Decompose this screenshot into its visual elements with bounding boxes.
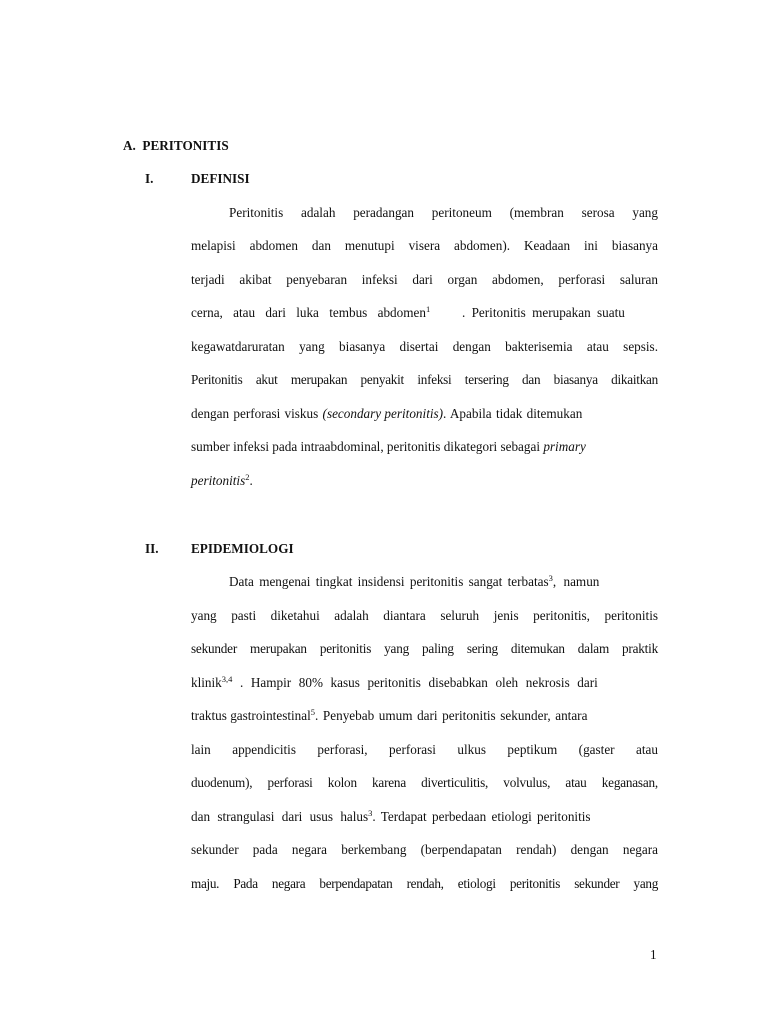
definisi-line-5: kegawatdaruratan yang biasanya disertai dengan bakterisemia atau sepsis. bbox=[191, 339, 658, 354]
citation-1: 1 bbox=[425, 304, 431, 314]
citation-3b: 3 bbox=[368, 808, 373, 818]
definisi-line-2: melapisi abdomen dan menutupi visera abdomen). Keadaan ini biasanya bbox=[191, 238, 658, 253]
definisi-line-1: Peritonitis adalah peradangan peritoneum (membran serosa yang bbox=[229, 205, 658, 220]
epidemiologi-line-7: duodenum), perforasi kolon karena diverticulitis, volvulus, atau keganasan, bbox=[191, 775, 658, 790]
primary-term: primary bbox=[543, 439, 586, 454]
epidemiologi-line-1: Data mengenai tingkat insidensi peritonitis sangat terbatas$^3$, namun bbox=[229, 573, 600, 589]
subsection-title-epidemiologi: EPIDEMIOLOGI bbox=[191, 541, 294, 556]
epidemiologi-line-8: dan strangulasi dari usus halus$^3$. Terdapat perbedaan etiologi peritonitis bbox=[191, 808, 591, 824]
definisi-line-9: peritonitis$^2$. bbox=[191, 472, 253, 488]
epidemiologi-line-3: sekunder merupakan peritonitis yang paling sering ditemukan dalam praktik bbox=[191, 641, 658, 656]
definisi-line-3: terjadi akibat penyebaran infeksi dari organ abdomen, perforasi saluran bbox=[191, 272, 658, 287]
section-heading bbox=[123, 138, 229, 154]
citation-5: 5 bbox=[310, 707, 316, 717]
epidemiologi-line-2: yang pasti diketahui adalah diantara seluruh jenis peritonitis, peritonitis bbox=[191, 608, 658, 623]
citation-3-4: 3,4 bbox=[221, 674, 233, 684]
subsection-number-definisi: I. bbox=[145, 171, 154, 186]
secondary-peritonitis-term: (secondary peritonitis) bbox=[322, 406, 444, 421]
epidemiologi-line-10: maju. Pada negara berpendapatan rendah, etiologi peritonitis sekunder yang bbox=[191, 876, 658, 891]
definisi-line-6: Peritonitis akut merupakan penyakit infeksi tersering dan biasanya dikaitkan bbox=[191, 372, 658, 387]
definisi-line-8: sumber infeksi pada intraabdominal, peritonitis dikategori sebagai primary bbox=[191, 439, 586, 454]
citation-3a: 3 bbox=[548, 573, 553, 583]
epidemiologi-line-6: lain appendicitis perforasi, perforasi ulkus peptikum (gaster atau bbox=[191, 742, 658, 757]
epidemiologi-line-4: klinik$^{3,4}$ . Hampir 80% kasus peritonitis disebabkan oleh nekrosis dari bbox=[191, 674, 598, 690]
section-title: PERITONITIS bbox=[142, 138, 229, 153]
subsection-number-epidemiologi: II. bbox=[145, 541, 159, 556]
citation-2: 2 bbox=[245, 472, 250, 482]
peritonitis-term: peritonitis bbox=[191, 473, 246, 488]
subsection-title-definisi: DEFINISI bbox=[191, 171, 250, 186]
epidemiologi-line-5: traktus gastrointestinal$^5$. Penyebab umum dari peritonitis sekunder, antara bbox=[191, 707, 588, 723]
definisi-line-4b: . Peritonitis merupakan suatu bbox=[462, 305, 625, 320]
section-letter: A. bbox=[123, 138, 136, 153]
page-number: 1 bbox=[650, 947, 657, 962]
epidemiologi-line-9: sekunder pada negara berkembang (berpendapatan rendah) dengan negara bbox=[191, 842, 658, 857]
definisi-line-7: dengan perforasi viskus (secondary peritonitis). Apabila tidak ditemukan bbox=[191, 406, 583, 421]
definisi-line-4a: cerna, atau dari luka tembus abdomen$^1$ bbox=[191, 304, 431, 320]
